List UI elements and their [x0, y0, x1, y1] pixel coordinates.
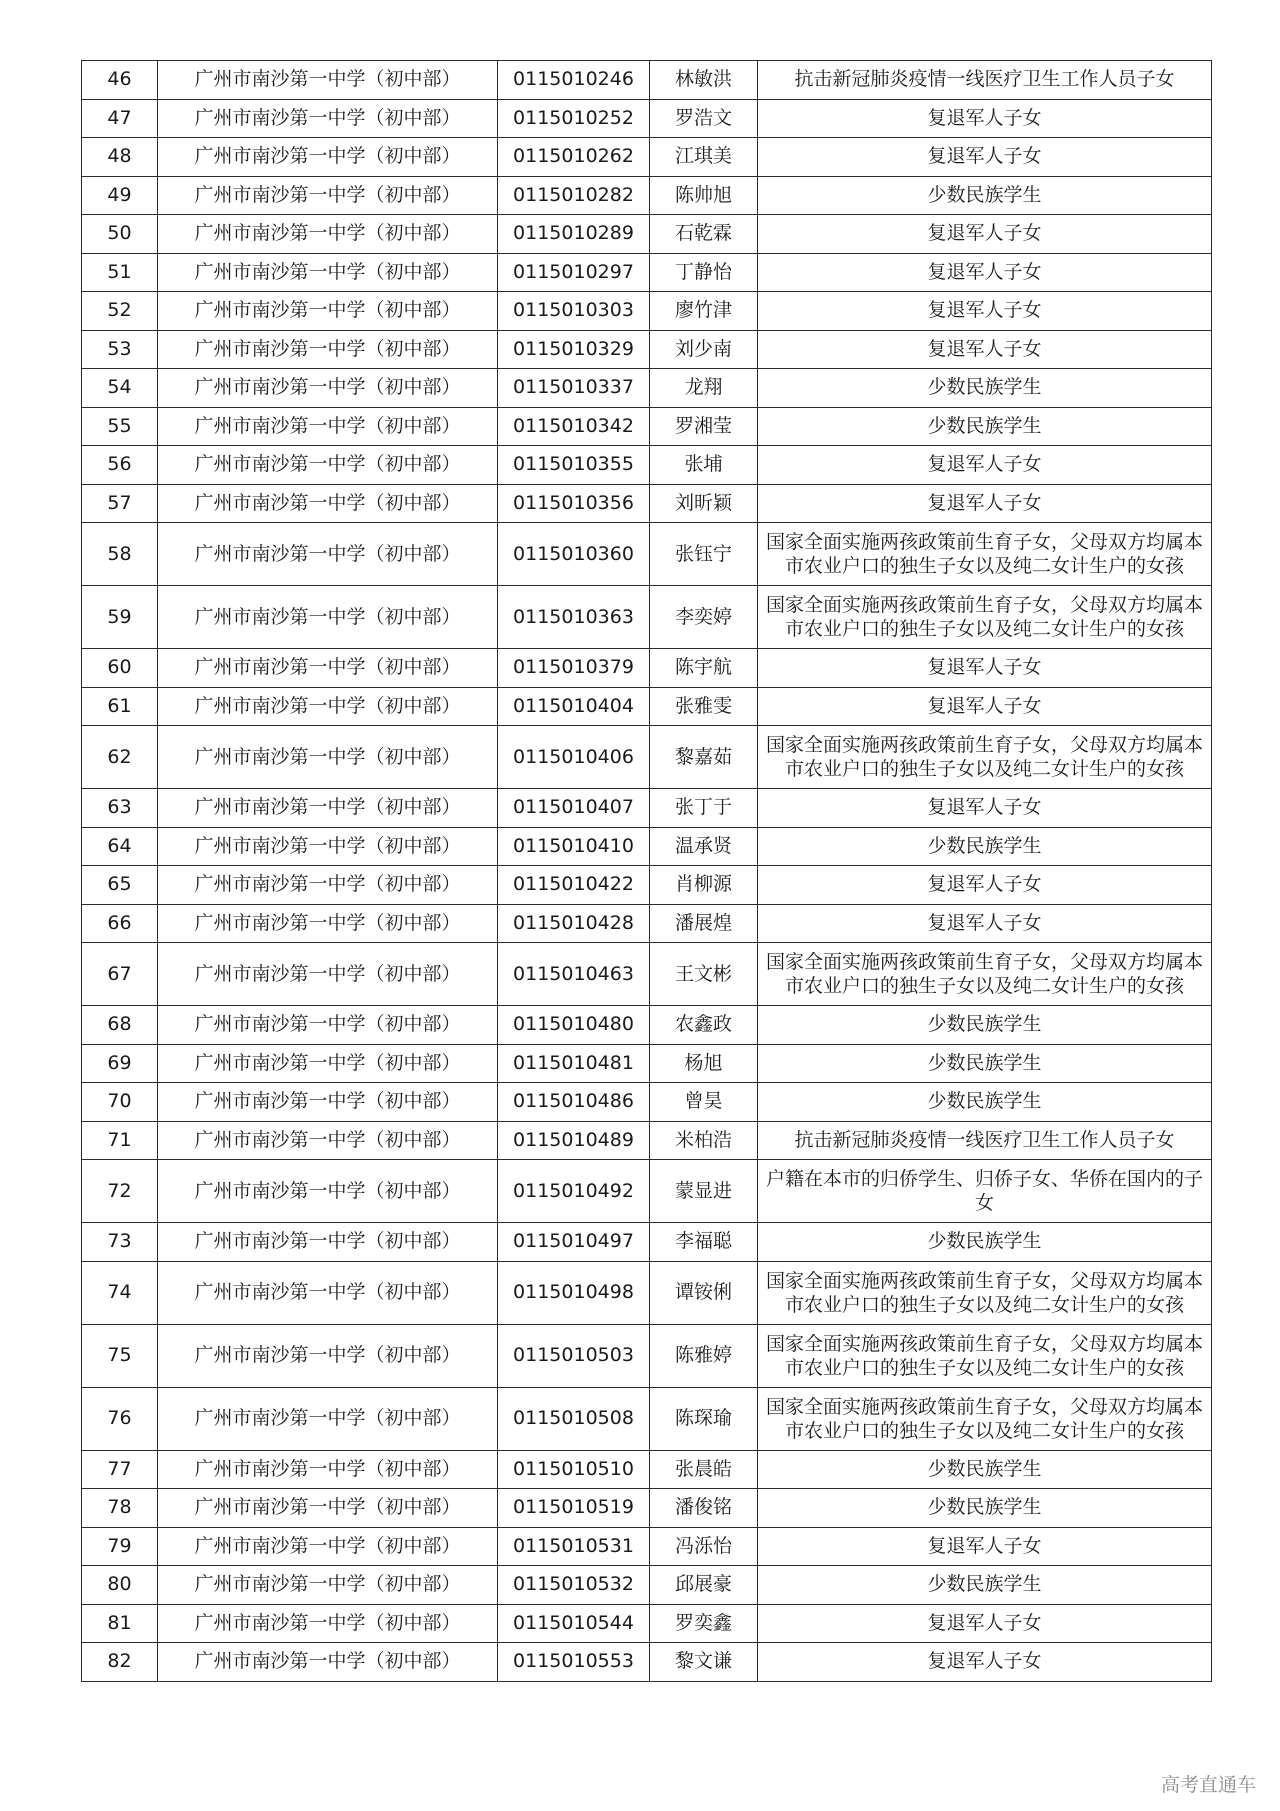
category-cell: 少数民族学生: [758, 1489, 1212, 1528]
school-cell: 广州市南沙第一中学（初中部）: [158, 176, 498, 215]
category-cell: 户籍在本市的归侨学生、归侨子女、华侨在国内的子女: [758, 1160, 1212, 1223]
row-number-cell: 51: [82, 253, 158, 292]
school-cell: 广州市南沙第一中学（初中部）: [158, 687, 498, 726]
table-row: [82, 1643, 1212, 1682]
exam-id-cell: 0115010356: [498, 484, 650, 523]
row-number-cell: 63: [82, 789, 158, 828]
student-name-cell: 肖柳源: [650, 866, 758, 905]
table-row: [82, 827, 1212, 866]
row-number-cell: 82: [82, 1643, 158, 1682]
exam-id-cell: 0115010329: [498, 330, 650, 369]
category-cell: 少数民族学生: [758, 1083, 1212, 1122]
row-number-cell: 78: [82, 1489, 158, 1528]
row-number-cell: 65: [82, 866, 158, 905]
category-cell: 少数民族学生: [758, 176, 1212, 215]
category-cell: 复退军人子女: [758, 1527, 1212, 1566]
category-cell: 复退军人子女: [758, 215, 1212, 254]
category-cell: 复退军人子女: [758, 253, 1212, 292]
watermark-text: 高考直通车: [1160, 1774, 1256, 1796]
exam-id-cell: 0115010262: [498, 138, 650, 177]
school-cell: 广州市南沙第一中学（初中部）: [158, 827, 498, 866]
exam-id-cell: 0115010503: [498, 1324, 650, 1387]
school-cell: 广州市南沙第一中学（初中部）: [158, 61, 498, 100]
category-cell: 国家全面实施两孩政策前生育子女，父母双方均属本市农业户口的独生子女以及纯二女计生户的女孩: [758, 523, 1212, 586]
school-cell: 广州市南沙第一中学（初中部）: [158, 1604, 498, 1643]
table-row: [82, 1324, 1212, 1387]
school-cell: 广州市南沙第一中学（初中部）: [158, 1083, 498, 1122]
exam-id-cell: 0115010282: [498, 176, 650, 215]
exam-id-cell: 0115010498: [498, 1261, 650, 1324]
student-name-cell: 廖竹津: [650, 292, 758, 331]
table-row: [82, 687, 1212, 726]
table-row: [82, 407, 1212, 446]
school-cell: 广州市南沙第一中学（初中部）: [158, 1324, 498, 1387]
category-cell: 复退军人子女: [758, 1643, 1212, 1682]
table-body: [82, 61, 1212, 1682]
school-cell: 广州市南沙第一中学（初中部）: [158, 99, 498, 138]
table-row: [82, 99, 1212, 138]
row-number-cell: 49: [82, 176, 158, 215]
table-row: [82, 523, 1212, 586]
row-number-cell: 55: [82, 407, 158, 446]
exam-id-cell: 0115010519: [498, 1489, 650, 1528]
category-cell: 少数民族学生: [758, 1006, 1212, 1045]
row-number-cell: 81: [82, 1604, 158, 1643]
table-row: [82, 1083, 1212, 1122]
school-cell: 广州市南沙第一中学（初中部）: [158, 1044, 498, 1083]
student-name-cell: 龙翔: [650, 369, 758, 408]
table-row: [82, 726, 1212, 789]
category-cell: 少数民族学生: [758, 1044, 1212, 1083]
exam-id-cell: 0115010428: [498, 904, 650, 943]
category-cell: 复退军人子女: [758, 687, 1212, 726]
table-row: [82, 138, 1212, 177]
exam-id-cell: 0115010355: [498, 446, 650, 485]
table-row: [82, 649, 1212, 688]
student-name-cell: 潘展煌: [650, 904, 758, 943]
school-cell: 广州市南沙第一中学（初中部）: [158, 943, 498, 1006]
row-number-cell: 61: [82, 687, 158, 726]
exam-id-cell: 0115010481: [498, 1044, 650, 1083]
table-row: [82, 1527, 1212, 1566]
school-cell: 广州市南沙第一中学（初中部）: [158, 1121, 498, 1160]
student-name-cell: 黎嘉茹: [650, 726, 758, 789]
table-row: [82, 1121, 1212, 1160]
row-number-cell: 57: [82, 484, 158, 523]
category-cell: 复退军人子女: [758, 649, 1212, 688]
table-row: [82, 253, 1212, 292]
student-name-cell: 冯泺怡: [650, 1527, 758, 1566]
table-row: [82, 176, 1212, 215]
student-name-cell: 陈雅婷: [650, 1324, 758, 1387]
student-name-cell: 陈帅旭: [650, 176, 758, 215]
category-cell: 少数民族学生: [758, 1566, 1212, 1605]
student-name-cell: 张埔: [650, 446, 758, 485]
school-cell: 广州市南沙第一中学（初中部）: [158, 1450, 498, 1489]
student-name-cell: 张丁于: [650, 789, 758, 828]
row-number-cell: 77: [82, 1450, 158, 1489]
exam-id-cell: 0115010544: [498, 1604, 650, 1643]
school-cell: 广州市南沙第一中学（初中部）: [158, 330, 498, 369]
category-cell: 少数民族学生: [758, 1450, 1212, 1489]
school-cell: 广州市南沙第一中学（初中部）: [158, 726, 498, 789]
exam-id-cell: 0115010379: [498, 649, 650, 688]
student-name-cell: 王文彬: [650, 943, 758, 1006]
table-row: [82, 1566, 1212, 1605]
row-number-cell: 71: [82, 1121, 158, 1160]
exam-id-cell: 0115010553: [498, 1643, 650, 1682]
table-row: [82, 943, 1212, 1006]
table-row: [82, 61, 1212, 100]
exam-id-cell: 0115010363: [498, 586, 650, 649]
student-name-cell: 张雅雯: [650, 687, 758, 726]
category-cell: 少数民族学生: [758, 827, 1212, 866]
row-number-cell: 68: [82, 1006, 158, 1045]
student-name-cell: 杨旭: [650, 1044, 758, 1083]
student-name-cell: 温承贤: [650, 827, 758, 866]
table-row: [82, 586, 1212, 649]
table-row: [82, 215, 1212, 254]
exam-id-cell: 0115010297: [498, 253, 650, 292]
row-number-cell: 79: [82, 1527, 158, 1566]
row-number-cell: 47: [82, 99, 158, 138]
category-cell: 抗击新冠肺炎疫情一线医疗卫生工作人员子女: [758, 1121, 1212, 1160]
row-number-cell: 60: [82, 649, 158, 688]
row-number-cell: 58: [82, 523, 158, 586]
category-cell: 国家全面实施两孩政策前生育子女，父母双方均属本市农业户口的独生子女以及纯二女计生户的女孩: [758, 1324, 1212, 1387]
school-cell: 广州市南沙第一中学（初中部）: [158, 138, 498, 177]
exam-id-cell: 0115010342: [498, 407, 650, 446]
category-cell: 复退军人子女: [758, 138, 1212, 177]
row-number-cell: 54: [82, 369, 158, 408]
school-cell: 广州市南沙第一中学（初中部）: [158, 1489, 498, 1528]
exam-id-cell: 0115010252: [498, 99, 650, 138]
row-number-cell: 48: [82, 138, 158, 177]
student-name-cell: 李奕婷: [650, 586, 758, 649]
row-number-cell: 69: [82, 1044, 158, 1083]
student-name-cell: 丁静怡: [650, 253, 758, 292]
row-number-cell: 56: [82, 446, 158, 485]
table-row: [82, 1044, 1212, 1083]
row-number-cell: 80: [82, 1566, 158, 1605]
table-row: [82, 330, 1212, 369]
category-cell: 复退军人子女: [758, 866, 1212, 905]
school-cell: 广州市南沙第一中学（初中部）: [158, 1387, 498, 1450]
exam-id-cell: 0115010303: [498, 292, 650, 331]
category-cell: 复退军人子女: [758, 446, 1212, 485]
table-row: [82, 446, 1212, 485]
school-cell: 广州市南沙第一中学（初中部）: [158, 407, 498, 446]
student-name-cell: 邱展豪: [650, 1566, 758, 1605]
school-cell: 广州市南沙第一中学（初中部）: [158, 523, 498, 586]
table-row: [82, 789, 1212, 828]
exam-id-cell: 0115010508: [498, 1387, 650, 1450]
school-cell: 广州市南沙第一中学（初中部）: [158, 1566, 498, 1605]
school-cell: 广州市南沙第一中学（初中部）: [158, 1527, 498, 1566]
school-cell: 广州市南沙第一中学（初中部）: [158, 789, 498, 828]
table-row: [82, 1450, 1212, 1489]
exam-id-cell: 0115010531: [498, 1527, 650, 1566]
exam-id-cell: 0115010360: [498, 523, 650, 586]
school-cell: 广州市南沙第一中学（初中部）: [158, 1160, 498, 1223]
category-cell: 国家全面实施两孩政策前生育子女，父母双方均属本市农业户口的独生子女以及纯二女计生户的女孩: [758, 726, 1212, 789]
row-number-cell: 73: [82, 1223, 158, 1262]
row-number-cell: 50: [82, 215, 158, 254]
student-name-cell: 张钰宁: [650, 523, 758, 586]
school-cell: 广州市南沙第一中学（初中部）: [158, 253, 498, 292]
row-number-cell: 62: [82, 726, 158, 789]
school-cell: 广州市南沙第一中学（初中部）: [158, 292, 498, 331]
category-cell: 国家全面实施两孩政策前生育子女，父母双方均属本市农业户口的独生子女以及纯二女计生户的女孩: [758, 943, 1212, 1006]
category-cell: 复退军人子女: [758, 789, 1212, 828]
table-row: [82, 1160, 1212, 1223]
school-cell: 广州市南沙第一中学（初中部）: [158, 484, 498, 523]
table-row: [82, 1489, 1212, 1528]
exam-id-cell: 0115010497: [498, 1223, 650, 1262]
table-row: [82, 904, 1212, 943]
school-cell: 广州市南沙第一中学（初中部）: [158, 649, 498, 688]
student-name-cell: 林敏洪: [650, 61, 758, 100]
student-name-cell: 潘俊铭: [650, 1489, 758, 1528]
category-cell: 国家全面实施两孩政策前生育子女，父母双方均属本市农业户口的独生子女以及纯二女计生户的女孩: [758, 586, 1212, 649]
exam-id-cell: 0115010337: [498, 369, 650, 408]
exam-id-cell: 0115010463: [498, 943, 650, 1006]
category-cell: 抗击新冠肺炎疫情一线医疗卫生工作人员子女: [758, 61, 1212, 100]
exam-id-cell: 0115010480: [498, 1006, 650, 1045]
table-row: [82, 866, 1212, 905]
exam-id-cell: 0115010422: [498, 866, 650, 905]
row-number-cell: 64: [82, 827, 158, 866]
row-number-cell: 52: [82, 292, 158, 331]
exam-id-cell: 0115010246: [498, 61, 650, 100]
student-name-cell: 刘昕颖: [650, 484, 758, 523]
student-name-cell: 罗奕鑫: [650, 1604, 758, 1643]
category-cell: 少数民族学生: [758, 407, 1212, 446]
category-cell: 复退军人子女: [758, 1604, 1212, 1643]
table-row: [82, 369, 1212, 408]
school-cell: 广州市南沙第一中学（初中部）: [158, 1006, 498, 1045]
category-cell: 国家全面实施两孩政策前生育子女，父母双方均属本市农业户口的独生子女以及纯二女计生户的女孩: [758, 1387, 1212, 1450]
row-number-cell: 72: [82, 1160, 158, 1223]
row-number-cell: 76: [82, 1387, 158, 1450]
student-name-cell: 罗湘莹: [650, 407, 758, 446]
school-cell: 广州市南沙第一中学（初中部）: [158, 1223, 498, 1262]
row-number-cell: 74: [82, 1261, 158, 1324]
exam-id-cell: 0115010510: [498, 1450, 650, 1489]
exam-id-cell: 0115010410: [498, 827, 650, 866]
table-row: [82, 1223, 1212, 1262]
student-name-cell: 罗浩文: [650, 99, 758, 138]
admission-list-table: [81, 60, 1212, 1682]
row-number-cell: 53: [82, 330, 158, 369]
student-name-cell: 农鑫政: [650, 1006, 758, 1045]
category-cell: 复退军人子女: [758, 484, 1212, 523]
exam-id-cell: 0115010492: [498, 1160, 650, 1223]
student-name-cell: 陈琛瑜: [650, 1387, 758, 1450]
school-cell: 广州市南沙第一中学（初中部）: [158, 369, 498, 408]
student-name-cell: 谭铵俐: [650, 1261, 758, 1324]
school-cell: 广州市南沙第一中学（初中部）: [158, 446, 498, 485]
table-row: [82, 292, 1212, 331]
student-name-cell: 江琪美: [650, 138, 758, 177]
category-cell: 复退军人子女: [758, 904, 1212, 943]
school-cell: 广州市南沙第一中学（初中部）: [158, 904, 498, 943]
student-name-cell: 石乾霖: [650, 215, 758, 254]
table-row: [82, 1006, 1212, 1045]
exam-id-cell: 0115010289: [498, 215, 650, 254]
row-number-cell: 70: [82, 1083, 158, 1122]
row-number-cell: 66: [82, 904, 158, 943]
category-cell: 复退军人子女: [758, 330, 1212, 369]
school-cell: 广州市南沙第一中学（初中部）: [158, 866, 498, 905]
table-row: [82, 1604, 1212, 1643]
category-cell: 复退军人子女: [758, 292, 1212, 331]
student-name-cell: 陈宇航: [650, 649, 758, 688]
student-name-cell: 蒙显进: [650, 1160, 758, 1223]
student-name-cell: 曾昊: [650, 1083, 758, 1122]
table-row: [82, 1261, 1212, 1324]
exam-id-cell: 0115010406: [498, 726, 650, 789]
school-cell: 广州市南沙第一中学（初中部）: [158, 1643, 498, 1682]
student-name-cell: 米柏浩: [650, 1121, 758, 1160]
table-row: [82, 1387, 1212, 1450]
row-number-cell: 46: [82, 61, 158, 100]
exam-id-cell: 0115010407: [498, 789, 650, 828]
student-name-cell: 李福聪: [650, 1223, 758, 1262]
row-number-cell: 75: [82, 1324, 158, 1387]
category-cell: 复退军人子女: [758, 99, 1212, 138]
exam-id-cell: 0115010532: [498, 1566, 650, 1605]
exam-id-cell: 0115010486: [498, 1083, 650, 1122]
exam-id-cell: 0115010489: [498, 1121, 650, 1160]
category-cell: 国家全面实施两孩政策前生育子女，父母双方均属本市农业户口的独生子女以及纯二女计生户的女孩: [758, 1261, 1212, 1324]
school-cell: 广州市南沙第一中学（初中部）: [158, 215, 498, 254]
student-name-cell: 黎文谦: [650, 1643, 758, 1682]
school-cell: 广州市南沙第一中学（初中部）: [158, 586, 498, 649]
category-cell: 少数民族学生: [758, 369, 1212, 408]
row-number-cell: 67: [82, 943, 158, 1006]
row-number-cell: 59: [82, 586, 158, 649]
table-row: [82, 484, 1212, 523]
category-cell: 少数民族学生: [758, 1223, 1212, 1262]
exam-id-cell: 0115010404: [498, 687, 650, 726]
student-name-cell: 刘少南: [650, 330, 758, 369]
student-name-cell: 张晨皓: [650, 1450, 758, 1489]
school-cell: 广州市南沙第一中学（初中部）: [158, 1261, 498, 1324]
